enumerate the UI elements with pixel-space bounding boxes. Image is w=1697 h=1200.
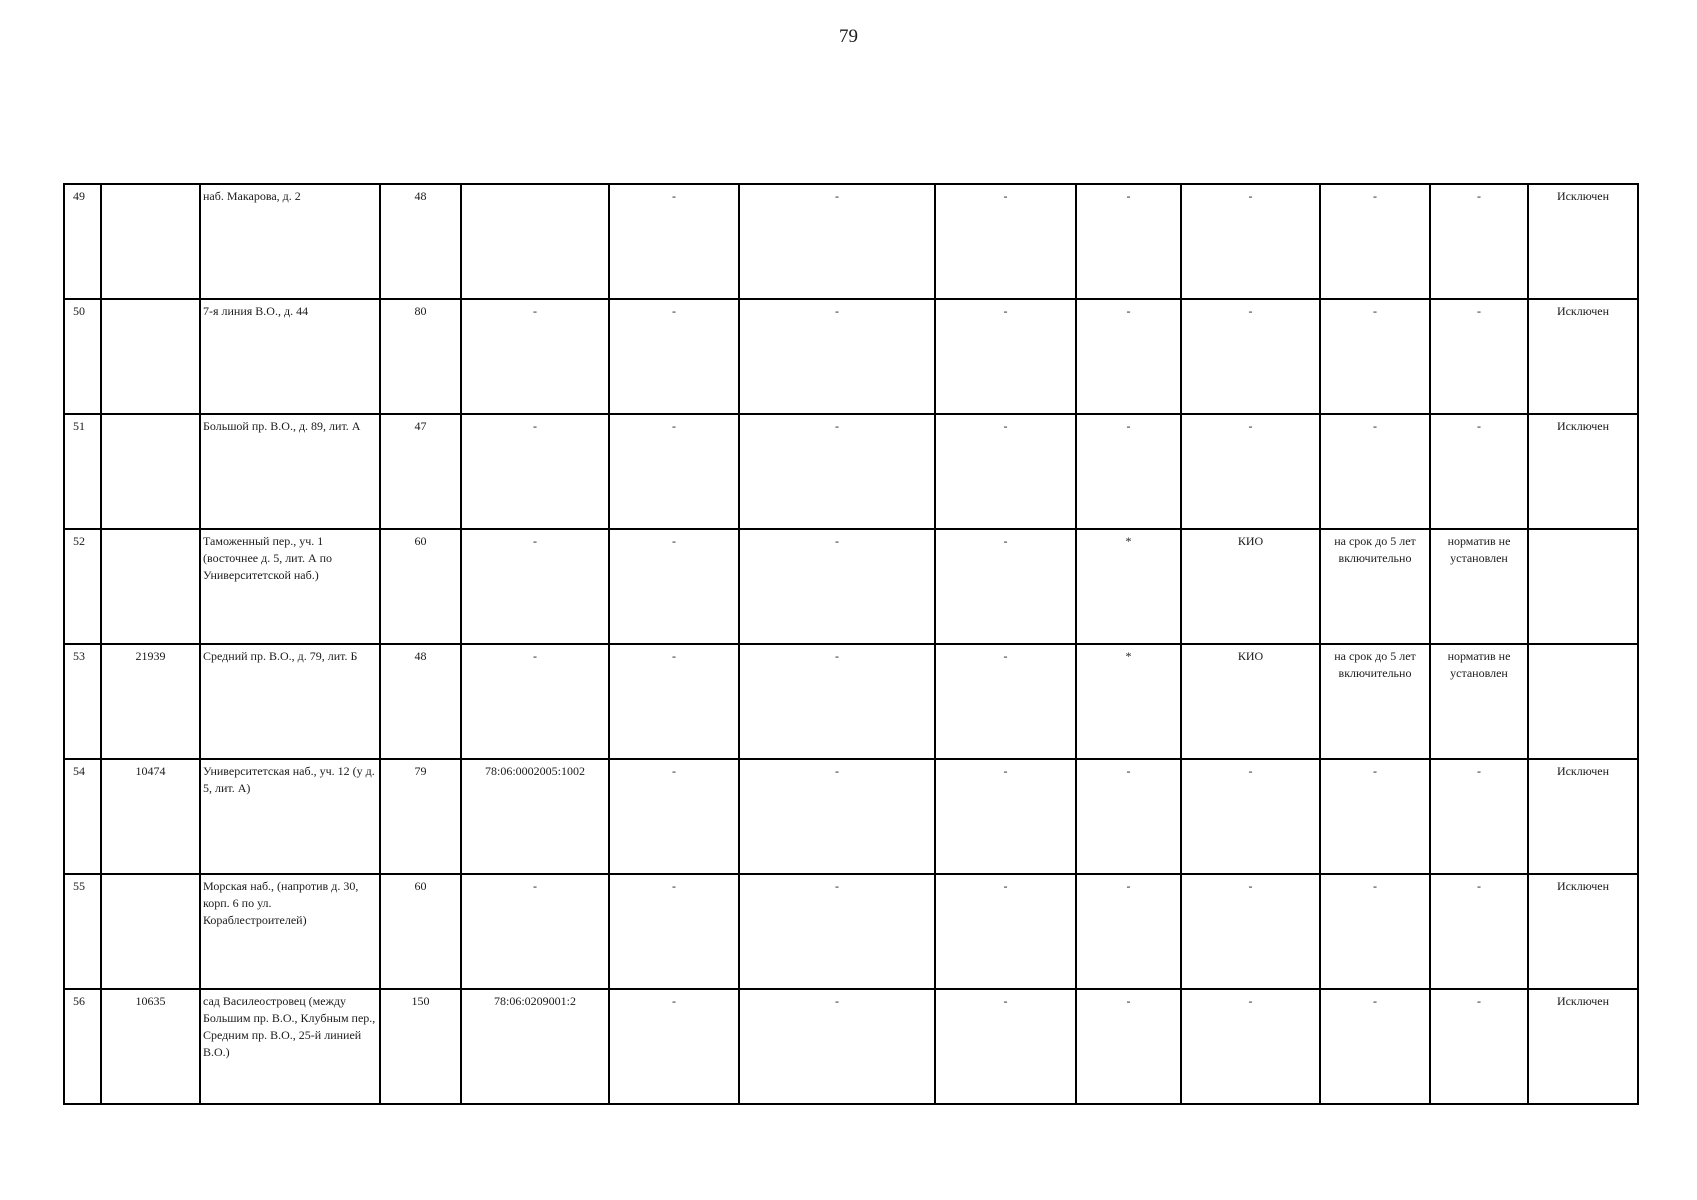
cell-address: Морская наб., (напротив д. 30, корп. 6 по ул. Кораблестроителей): [200, 874, 380, 989]
cell-address: Большой пр. В.О., д. 89, лит. А: [200, 414, 380, 529]
cell-col-9: -: [1076, 759, 1181, 874]
cell-col-12: -: [1430, 989, 1528, 1104]
cell-col-12: -: [1430, 184, 1528, 299]
cell-area: 48: [380, 644, 461, 759]
cell-col-11: -: [1320, 989, 1430, 1104]
cell-status: [1528, 529, 1638, 644]
cell-col-6: -: [609, 529, 739, 644]
cell-col-8: -: [935, 759, 1076, 874]
cell-col-10: -: [1181, 874, 1320, 989]
cell-area: 48: [380, 184, 461, 299]
cell-col-9: -: [1076, 299, 1181, 414]
cell-col-11: -: [1320, 759, 1430, 874]
cell-col-7: -: [739, 299, 935, 414]
cell-col-12: -: [1430, 414, 1528, 529]
cell-col-11: -: [1320, 874, 1430, 989]
cell-col-12: -: [1430, 874, 1528, 989]
cell-col-11: -: [1320, 299, 1430, 414]
cell-area: 47: [380, 414, 461, 529]
cell-col-9: *: [1076, 529, 1181, 644]
cell-col-9: -: [1076, 414, 1181, 529]
cell-object-code: [101, 299, 200, 414]
cell-address: Средний пр. В.О., д. 79, лит. Б: [200, 644, 380, 759]
cell-cadastral-number: -: [461, 644, 609, 759]
cell-col-7: -: [739, 759, 935, 874]
cell-col-10: -: [1181, 759, 1320, 874]
cell-area: 60: [380, 874, 461, 989]
cell-address: сад Василеостровец (между Большим пр. В.О., Клубным пер., Средним пр. В.О., 25-й линией В.О.): [200, 989, 380, 1104]
cell-col-6: -: [609, 184, 739, 299]
cell-status: Исключен: [1528, 759, 1638, 874]
cell-cadastral-number: -: [461, 299, 609, 414]
table-row: [64, 644, 1638, 759]
cell-col-8: -: [935, 989, 1076, 1104]
cell-col-12: -: [1430, 299, 1528, 414]
cell-col-7: -: [739, 529, 935, 644]
cell-object-code: [101, 184, 200, 299]
cell-col-9: -: [1076, 989, 1181, 1104]
cell-row-number: 55: [64, 874, 101, 989]
cell-area: 79: [380, 759, 461, 874]
cell-col-11: на срок до 5 лет включительно: [1320, 529, 1430, 644]
cell-address: Таможенный пер., уч. 1 (восточнее д. 5, лит. А по Университетской наб.): [200, 529, 380, 644]
cell-row-number: 51: [64, 414, 101, 529]
cell-col-8: -: [935, 874, 1076, 989]
cell-row-number: 56: [64, 989, 101, 1104]
cell-address: Университетская наб., уч. 12 (у д. 5, лит. А): [200, 759, 380, 874]
cell-col-12: -: [1430, 759, 1528, 874]
cell-col-6: -: [609, 644, 739, 759]
cell-col-9: *: [1076, 644, 1181, 759]
cell-cadastral-number: 78:06:0209001:2: [461, 989, 609, 1104]
cell-col-11: на срок до 5 лет включительно: [1320, 644, 1430, 759]
cell-col-10: -: [1181, 299, 1320, 414]
cell-status: Исключен: [1528, 874, 1638, 989]
cell-col-11: -: [1320, 184, 1430, 299]
cell-row-number: 49: [64, 184, 101, 299]
cell-col-8: -: [935, 644, 1076, 759]
cell-col-11: -: [1320, 414, 1430, 529]
cell-col-10: КИО: [1181, 644, 1320, 759]
cell-object-code: 10635: [101, 989, 200, 1104]
cell-col-8: -: [935, 184, 1076, 299]
cell-status: Исключен: [1528, 184, 1638, 299]
table-row: [64, 874, 1638, 989]
cell-status: Исключен: [1528, 414, 1638, 529]
cell-col-6: -: [609, 874, 739, 989]
cell-object-code: 10474: [101, 759, 200, 874]
cell-col-9: -: [1076, 874, 1181, 989]
page-number: 79: [839, 26, 858, 47]
registry-table: [63, 183, 1639, 1105]
cell-cadastral-number: [461, 184, 609, 299]
cell-object-code: [101, 874, 200, 989]
cell-col-9: -: [1076, 184, 1181, 299]
table-row: [64, 989, 1638, 1104]
table-row: [64, 414, 1638, 529]
cell-object-code: 21939: [101, 644, 200, 759]
table-row: [64, 299, 1638, 414]
cell-row-number: 52: [64, 529, 101, 644]
cell-row-number: 53: [64, 644, 101, 759]
cell-cadastral-number: -: [461, 414, 609, 529]
cell-col-7: -: [739, 184, 935, 299]
cell-address: 7-я линия В.О., д. 44: [200, 299, 380, 414]
cell-col-8: -: [935, 414, 1076, 529]
cell-status: Исключен: [1528, 299, 1638, 414]
cell-object-code: [101, 414, 200, 529]
cell-area: 150: [380, 989, 461, 1104]
cell-col-8: -: [935, 299, 1076, 414]
cell-row-number: 54: [64, 759, 101, 874]
cell-col-12: норматив не установлен: [1430, 644, 1528, 759]
cell-address: наб. Макарова, д. 2: [200, 184, 380, 299]
cell-status: Исключен: [1528, 989, 1638, 1104]
cell-row-number: 50: [64, 299, 101, 414]
cell-area: 60: [380, 529, 461, 644]
cell-col-10: -: [1181, 989, 1320, 1104]
table-row: [64, 529, 1638, 644]
cell-col-7: -: [739, 989, 935, 1104]
cell-col-10: -: [1181, 184, 1320, 299]
cell-col-8: -: [935, 529, 1076, 644]
cell-col-6: -: [609, 759, 739, 874]
cell-area: 80: [380, 299, 461, 414]
cell-cadastral-number: -: [461, 874, 609, 989]
cell-object-code: [101, 529, 200, 644]
cell-col-10: -: [1181, 414, 1320, 529]
cell-col-6: -: [609, 299, 739, 414]
table-row: [64, 759, 1638, 874]
cell-col-6: -: [609, 989, 739, 1104]
cell-col-6: -: [609, 414, 739, 529]
cell-col-7: -: [739, 874, 935, 989]
cell-cadastral-number: -: [461, 529, 609, 644]
cell-status: [1528, 644, 1638, 759]
cell-col-7: -: [739, 644, 935, 759]
cell-col-12: норматив не установлен: [1430, 529, 1528, 644]
cell-cadastral-number: 78:06:0002005:1002: [461, 759, 609, 874]
table-row: [64, 184, 1638, 299]
cell-col-10: КИО: [1181, 529, 1320, 644]
cell-col-7: -: [739, 414, 935, 529]
